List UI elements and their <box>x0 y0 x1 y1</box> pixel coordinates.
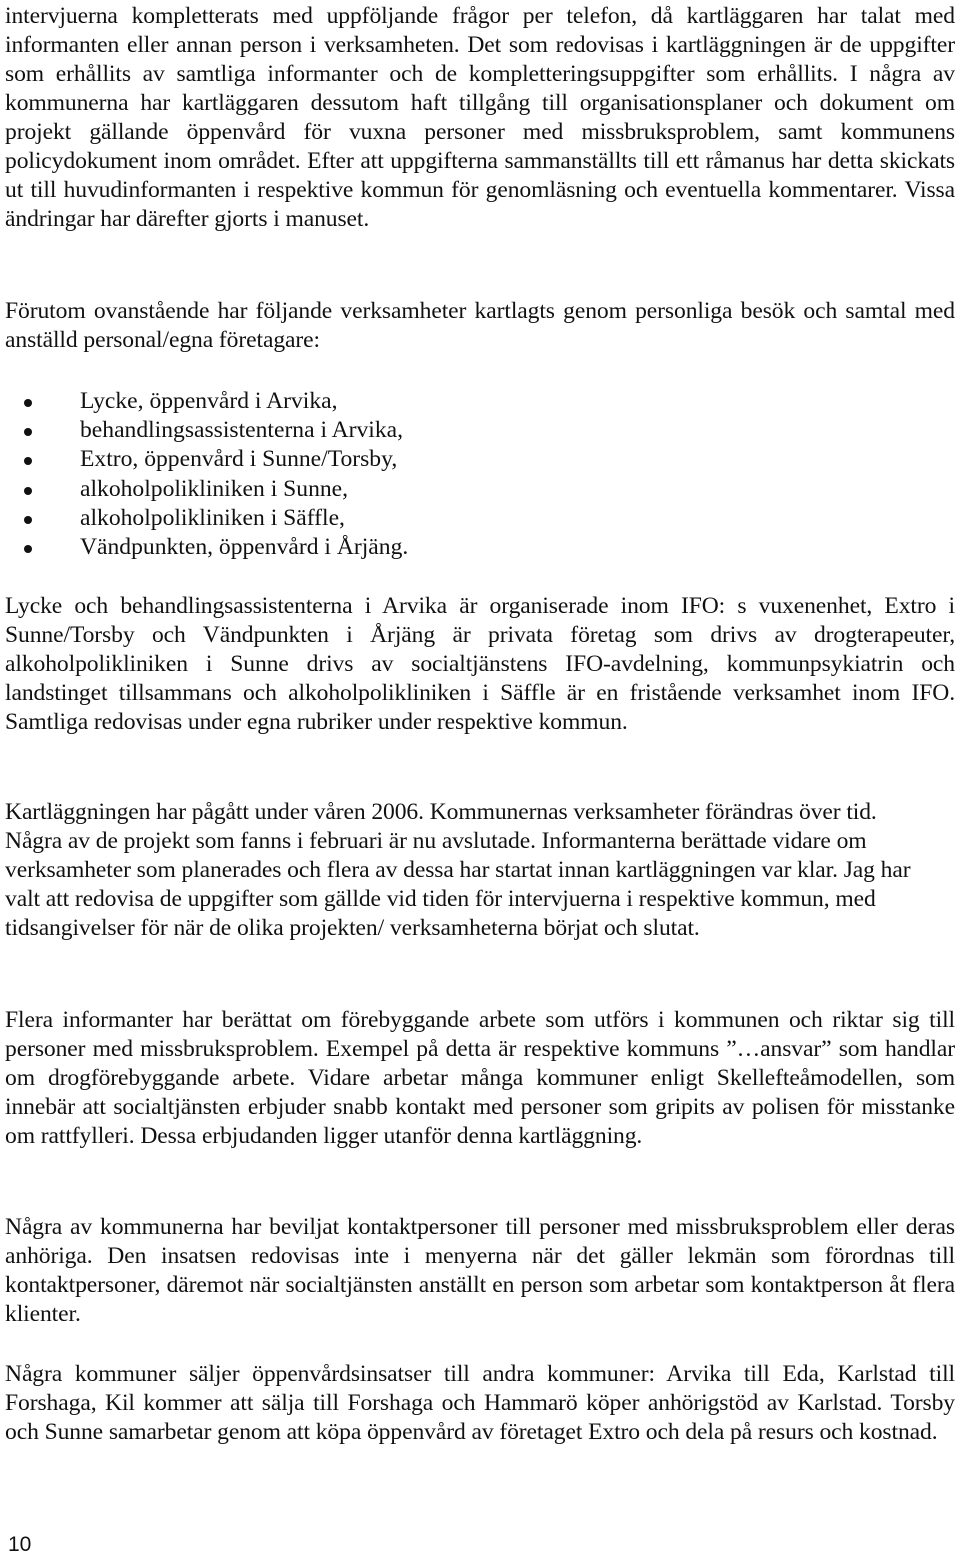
paragraph-visits-intro: Förutom ovanstående har följande verksamheter kartlagts genom personliga besök och samtal med anställd personal/egna företagare: <box>5 298 955 353</box>
paragraph-interviews: intervjuerna kompletterats med uppföljande frågor per telefon, då kartläggaren har talat med informanten eller annan person i verksamheten. Det som redovisas i kartläggningen är de uppgifter som erhållits av samtliga informanter och de kompletteringsuppgifter som erhållits. I några av kommunerna har kartläggaren dessutom haft tillgång till organisationsplaner och dokument om projekt gällande öppenvård för vuxna personer med missbruksproblem, samt kommunens policydokument inom området. Efter att uppgifterna sammanställts till ett råmanus har detta skickats ut till huvudinformanten i respektive kommun för genomläsning och eventuella kommentarer. Vissa ändringar har därefter gjorts i manuset. <box>5 3 955 232</box>
bullet-icon <box>24 399 32 407</box>
bullet-icon <box>24 428 32 436</box>
bullet-icon <box>24 457 32 465</box>
list-item <box>5 387 955 416</box>
list-item <box>5 475 955 504</box>
bullet-icon <box>24 516 32 524</box>
list-item <box>5 504 955 533</box>
list-item-text: behandlingsassistenterna i Arvika, <box>80 417 404 444</box>
list-item-text: Vändpunkten, öppenvård i Årjäng. <box>80 534 409 561</box>
list-item <box>5 445 955 474</box>
paragraph-timeframe: Kartläggningen har pågått under våren 2006. Kommunernas verksamheter förändras över tid. Några av de projekt som fanns i februari är nu avslutade. Informanterna berättade vidare om verksamheter som planerades och flera av dessa har startat innan kartläggningen var klar. Jag har valt att redovisa de uppgifter som gällde vid tiden för intervjuerna i respektive kommun, med tidsangivelser för när de olika projekten/ verksamheterna börjat och slutat. <box>5 799 911 941</box>
paragraph-inter-municipal: Några kommuner säljer öppenvårdsinsatser till andra kommuner: Arvika till Eda, Karlstad till Forshaga, Kil kommer att sälja till Forshaga och Hammarö köper anhörigstöd av Karlstad. Torsby och Sunne samarbetar genom att köpa öppenvård av företaget Extro och dela på resurs och kostnad. <box>5 1361 955 1445</box>
paragraph-contact-persons: Några av kommunerna har beviljat kontaktpersoner till personer med missbruksproblem eller deras anhöriga. Den insatsen redovisas inte i menyerna när det gäller lekmän som förordnas till kontaktpersoner, däremot när socialtjänsten anställt en person som arbetar som kontaktperson åt flera klienter. <box>5 1214 955 1327</box>
list-item-text: alkoholpolikliniken i Sunne, <box>80 475 349 502</box>
list-item-text: Extro, öppenvård i Sunne/Torsby, <box>80 446 398 473</box>
list-item-text: alkoholpolikliniken i Säffle, <box>80 504 345 531</box>
bullet-list-services <box>5 387 955 562</box>
paragraph-prevention: Flera informanter har berättat om förebyggande arbete som utförs i kommunen och riktar sig till personer med missbruksproblem. Exempel på detta är respektive kommuns ”…ansvar” som handlar om drogförebyggande arbete. Vidare arbetar många kommuner enligt Skellefteåmodellen, som innebär att socialtjänsten erbjuder snabb kontakt med personer som gripits av polisen för misstanke om rattfylleri. Dessa erbjudanden ligger utanför denna kartläggning. <box>5 1007 955 1149</box>
page-number: 10 <box>8 1533 32 1556</box>
list-item <box>5 533 955 562</box>
list-item-text: Lycke, öppenvård i Arvika, <box>80 388 338 414</box>
bullet-icon <box>24 487 32 495</box>
list-item <box>5 416 955 445</box>
paragraph-organisation: Lycke och behandlingsassistenterna i Arvika är organiserade inom IFO: s vuxenenhet, Extro i Sunne/Torsby och Vändpunkten i Årjäng är privata företag som drivs av drogterapeuter, alkoholpolikliniken i Sunne drivs av socialtjänstens IFO-avdelning, kommunpsykiatrin och landstinget tillsammans och alkoholpolikliniken i Säffle är en fristående verksamhet inom IFO. Samtliga redovisas under egna rubriker under respektive kommun. <box>5 593 955 735</box>
bullet-icon <box>24 545 32 553</box>
